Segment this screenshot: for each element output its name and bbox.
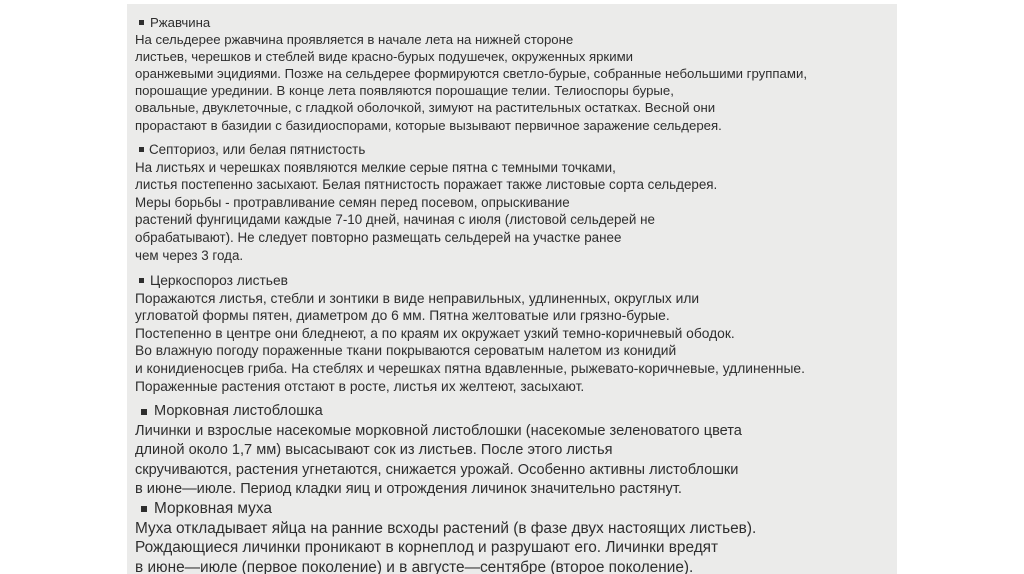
paragraph-line: Поражаются листья, стебли и зонтики в виде неправильных, удлиненных, округлых или — [135, 290, 700, 306]
section-heading-text: Ржавчина — [150, 15, 211, 30]
section-carrot-fly — [135, 499, 893, 574]
slide — [127, 4, 897, 574]
section-heading-text: Морковная листоблошка — [154, 403, 323, 419]
paragraph-line: На листьях и черешках появляются мелкие серые пятна с темными точками, — [135, 159, 616, 175]
paragraph-line: оранжевыми эцидиями. Позже на сельдерее формируются светло-бурые, собранные небольшими группами, — [135, 66, 807, 82]
square-bullet-icon — [139, 147, 144, 152]
square-bullet-icon — [141, 409, 147, 415]
paragraph-line: порошащие урединии. В конце лета появляются порошащие телии. Телиоспоры бурые, — [135, 83, 674, 99]
paragraph-line: прорастают в базидии с базидиоспорами, которые вызывают первичное заражение сельдерея. — [135, 117, 722, 133]
section-rust — [135, 14, 893, 134]
section-heading — [135, 141, 893, 159]
square-bullet-icon — [139, 20, 144, 25]
section-heading-text: Морковная муха — [154, 500, 272, 517]
paragraph-line: Муха откладывает яйца на ранние всходы растений (в фазе двух настоящих листьев). — [135, 519, 757, 537]
paragraph-line: Постепенно в центре они бледнеют, а по краям их окружает узкий темно-коричневый ободок. — [135, 325, 735, 341]
paragraph-line: листья постепенно засыхают. Белая пятнистость поражает также листовые сорта сельдерея. — [135, 177, 718, 193]
square-bullet-icon — [141, 506, 147, 512]
paragraph-line: Рождающиеся личинки проникают в корнеплод и разрушают его. Личинки вредят — [135, 539, 719, 557]
paragraph-line: угловатой формы пятен, диаметром до 6 мм. Пятна желтоватые или грязно-бурые. — [135, 308, 670, 324]
section-cercospora — [135, 272, 893, 395]
paragraph-line: Во влажную погоду пораженные ткани покрываются сероватым налетом из конидий — [135, 343, 677, 359]
paragraph-line: в июне—июле. Период кладки яиц и отрождения личинок значительно растянут. — [135, 481, 682, 498]
paragraph-line: На сельдерее ржавчина проявляется в начале лета на нижней стороне — [135, 32, 574, 48]
paragraph-line: овальные, двуклеточные, с гладкой оболочкой, зимуют на растительных остатках. Весной они — [135, 100, 716, 116]
square-bullet-icon — [139, 278, 144, 283]
section-heading — [135, 272, 893, 290]
paragraph-line: Пораженные растения отстают в росте, листья их желтеют, засыхают. — [135, 378, 585, 394]
section-heading — [135, 14, 893, 31]
paragraph-line: Меры борьбы - протравливание семян перед посевом, опрыскивание — [135, 194, 570, 210]
paragraph-line: в июне—июле (первое поколение) и в августе—сентябре (второе поколение). — [135, 558, 694, 574]
paragraph-line: длиной около 1,7 мм) высасывают сок из листьев. После этого листья — [135, 442, 613, 459]
paragraph-line: чем через 3 года. — [135, 247, 244, 263]
section-carrot-psyllid — [135, 402, 893, 500]
paragraph-line: Личинки и взрослые насекомые морковной листоблошки (насекомые зеленоватого цвета — [135, 422, 742, 439]
section-heading — [135, 402, 893, 422]
section-heading-text: Церкоспороз листьев — [150, 273, 288, 288]
paragraph-line: листьев, черешков и стеблей виде красно-бурых подушечек, окруженных яркими — [135, 49, 634, 65]
section-heading — [135, 499, 893, 519]
paragraph-line: обрабатывают). Не следует повторно размещать сельдерей на участке ранее — [135, 229, 622, 245]
paragraph-line: растений фунгицидами каждые 7-10 дней, начиная с июля (листовой сельдерей не — [135, 212, 655, 228]
paragraph-line: и конидиеносцев гриба. На стеблях и черешках пятна вдавленные, рыжевато-коричневые, удлиненные. — [135, 360, 805, 376]
section-septoria — [135, 141, 893, 264]
section-heading-text: Септориоз, или белая пятнистость — [149, 142, 366, 157]
paragraph-line: скручиваются, растения угнетаются, снижается урожай. Особенно активны листоблошки — [135, 461, 739, 478]
